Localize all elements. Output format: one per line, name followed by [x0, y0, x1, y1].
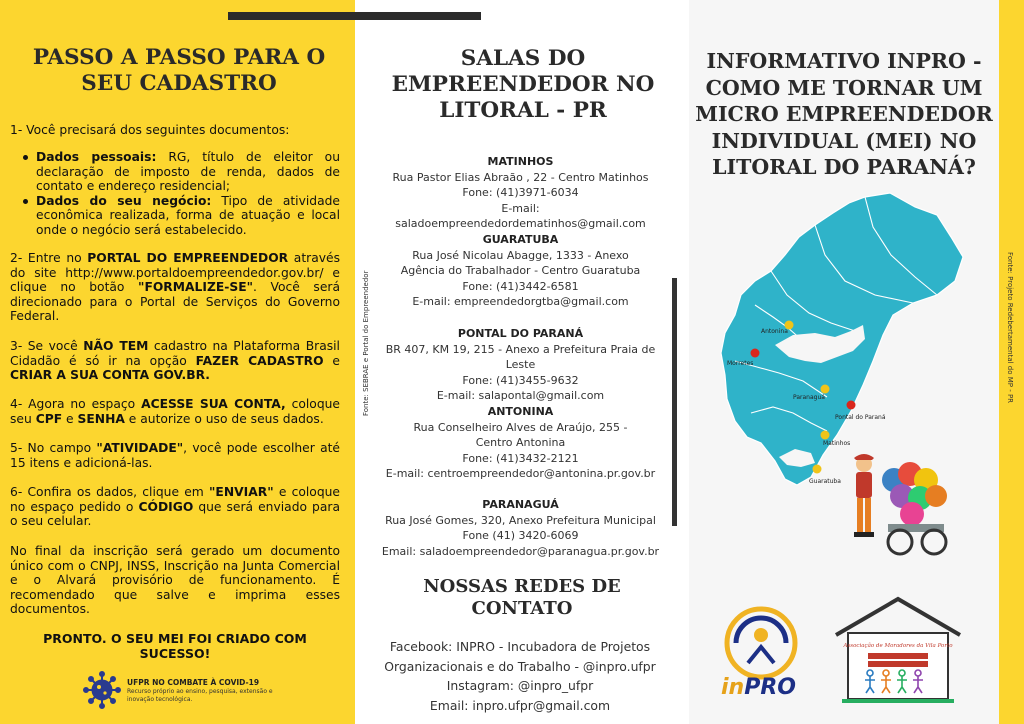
office-email[interactable]: E-mail: saladoempreendedordematinhos@gmail.com — [395, 201, 646, 230]
office-pontal — [378, 326, 663, 404]
salas-title: SALAS DO EMPREENDEDOR NO LITORAL - PR — [391, 46, 655, 123]
label-guaratuba: Guaratuba — [809, 478, 841, 485]
office-name: GUARATUBA — [482, 233, 559, 246]
pin-paranagua — [821, 385, 830, 394]
email-link[interactable]: Email: inpro.ufpr@gmail.com — [429, 697, 611, 713]
cadastro-title: PASSO A PASSO PARA O SEU CADASTRO — [32, 45, 326, 96]
office-phone: Fone: (41)3971-6034 — [462, 186, 579, 199]
office-name: PARANAGUÁ — [482, 498, 559, 511]
office-name: ANTONINA — [487, 405, 554, 418]
step-3: 3- Se você NÃO TEM cadastro na Plataforma Brasil Cidadão é só ir na opção FAZER CADASTRO e CRIAR A SUA CONTA GOV.BR. — [10, 339, 340, 383]
office-name: PONTAL DO PARANÁ — [457, 327, 584, 340]
instagram-link[interactable]: Instagram: @inpro_ufpr — [446, 678, 594, 693]
facebook-link[interactable]: Facebook: INPRO - Incubadora de Projetos Organizacionais e do Trabalho - @inpro.ufpr — [384, 639, 656, 674]
office-address: Rua José Gomes, 320, Anexo Prefeitura Municipal — [385, 513, 656, 527]
contact-list — [370, 637, 670, 715]
virus-icon — [80, 670, 124, 710]
office-matinhos — [378, 154, 663, 232]
label-paranagua: Paranaguá — [793, 394, 825, 401]
step-6: 6- Confira os dados, clique em "ENVIAR" e coloque no espaço pedido o CÓDIGO que será enviado para o seu celular. — [10, 485, 340, 529]
street-vendor-illustration — [842, 450, 962, 558]
label-pontal: Pontal do Paraná — [835, 414, 886, 421]
office-email[interactable]: E-mail: salapontal@gmail.com — [436, 389, 605, 402]
office-phone: Fone (41) 3420-6069 — [462, 529, 579, 542]
inpro-wordmark: inPRO — [721, 675, 796, 700]
source-note-right: Fonte: Projeto Redebertamental do MP - PR — [1006, 252, 1014, 404]
pin-matinhos — [821, 431, 830, 440]
label-matinhos: Matinhos — [823, 440, 851, 447]
office-address: Rua Pastor Elias Abraão , 22 - Centro Matinhos — [392, 170, 649, 184]
ufpr-covid-badge — [80, 670, 280, 710]
label-morretes: Morretes — [727, 360, 754, 367]
office-name: MATINHOS — [487, 155, 554, 168]
office-address: Rua Conselheiro Alves de Araújo, 255 - Centro Antonina — [413, 420, 628, 449]
source-note-left: Fonte: SEBRAE e Portal do Empreendedor — [362, 270, 370, 416]
association-name: Associação de Moradores da Vila Porto — [843, 643, 953, 649]
step-5: 5- No campo "ATIVIDADE", você pode escolher até 15 itens e adicioná-las. — [10, 441, 340, 470]
pin-pontal — [847, 401, 856, 410]
association-logo — [832, 595, 964, 707]
label-antonina: Antonina — [761, 328, 788, 335]
covid-badge-subtitle: Recurso próprio ao ensino, pesquisa, extensão e inovação tecnológica. — [127, 688, 273, 703]
office-email[interactable]: E-mail: centroempreendedor@antonina.pr.gov.br — [385, 467, 656, 480]
vertical-divider — [672, 278, 677, 526]
covid-badge-title: UFPR NO COMBATE À COVID-19 — [127, 678, 260, 687]
office-address: BR 407, KM 19, 215 - Anexo a Prefeitura Praia de Leste — [385, 342, 656, 371]
pin-morretes — [751, 349, 760, 358]
step-4: 4- Agora no espaço ACESSE SUA CONTA, coloque seu CPF e SENHA e autorize o uso de seus dados. — [10, 397, 340, 426]
office-antonina — [378, 404, 663, 482]
step-2: 2- Entre no PORTAL DO EMPREENDEDOR através do site http://www.portaldoempreendedor.gov.br/ e clique no botão "FORMALIZE-SE". Você será direcionado para o Portal de Serviços do Governo Federal. — [10, 251, 340, 324]
success-message: PRONTO. O SEU MEI FOI CRIADO COM SUCESSO! — [43, 631, 307, 661]
office-paranagua — [378, 497, 663, 559]
office-phone: Fone: (41)3442-6581 — [462, 279, 579, 293]
list-item: Dados pessoais: RG, título de eleitor ou declaração de imposto de renda, dados de contato e endereço residencial; — [36, 150, 340, 194]
pin-guaratuba — [813, 465, 822, 474]
redes-title: NOSSAS REDES DE CONTATO — [423, 576, 621, 619]
office-phone: Fone: (41)3455-9632 — [462, 373, 579, 387]
office-phone: Fone: (41)3432-2121 — [462, 451, 579, 465]
office-address: Rua José Nicolau Abagge, 1333 - Anexo Agência do Trabalhador - Centro Guaratuba — [400, 248, 641, 277]
documents-list — [36, 150, 340, 238]
top-decorative-bar — [228, 12, 481, 20]
litoral-map — [715, 185, 970, 495]
informativo-title: INFORMATIVO INPRO - COMO ME TORNAR UM MICRO EMPREENDEDOR INDIVIDUAL (MEI) NO LITORAL DO PARANÁ? — [695, 49, 993, 179]
closing-paragraph: No final da inscrição será gerado um documento único com o CNPJ, INSS, Inscrição na Junta Comercial e o Alvará provisório de funcionamento. É recomendado que salve e imprima esses documentos. — [10, 544, 340, 617]
office-email[interactable]: E-mail: empreendedorgtba@gmail.com — [412, 295, 629, 308]
office-email[interactable]: Email: saladoempreendedor@paranagua.pr.gov.br — [381, 544, 660, 558]
list-item: Dados do seu negócio: Tipo de atividade econômica realizada, forma de atuação e local onde o negócio será estabelecido. — [36, 193, 340, 237]
step-1-intro: 1- Você precisará dos seguintes documentos: — [10, 123, 290, 137]
office-guaratuba — [378, 232, 663, 310]
